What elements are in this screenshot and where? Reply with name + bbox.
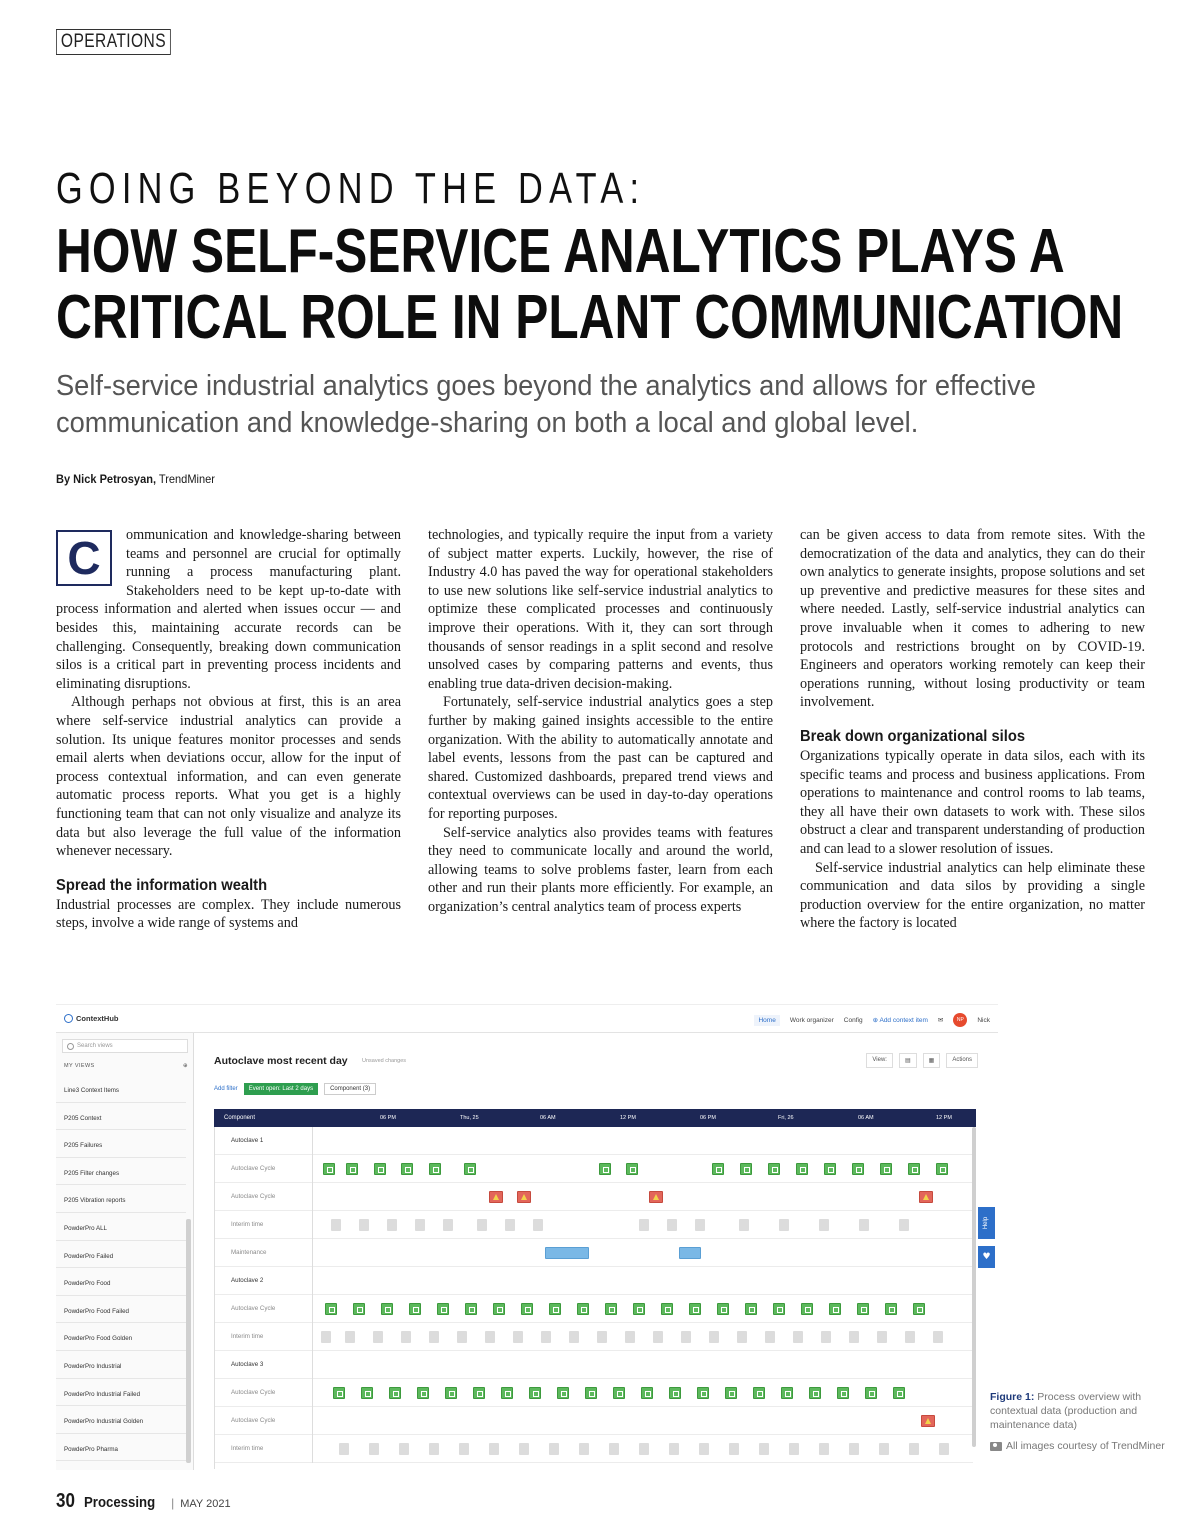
event-marker[interactable] [859,1219,869,1231]
article-column-3 [800,526,1145,933]
event-marker[interactable] [697,1387,709,1399]
event-marker[interactable] [459,1443,469,1455]
views-sidebar [56,1033,194,1470]
event-marker[interactable] [493,1303,505,1315]
headline-line-1: HOW SELF-SERVICE ANALYTICS PLAYS A [56,217,1065,286]
row-label[interactable]: Interim time [215,1211,313,1239]
add-filter-button[interactable]: Add filter [214,1086,238,1092]
event-marker[interactable] [389,1387,401,1399]
footer-separator: | [171,1496,175,1510]
dropcap: C [56,530,112,586]
nav-work-organizer[interactable]: Work organizer [789,1016,834,1024]
event-marker[interactable] [909,1443,919,1455]
event-marker[interactable] [745,1303,757,1315]
event-marker[interactable] [519,1443,529,1455]
credit-text: All images courtesy of TrendMiner [1006,1440,1165,1452]
row-label[interactable]: Autoclave 2 [215,1267,313,1295]
row-label[interactable]: Autoclave Cycle [215,1295,313,1323]
event-marker[interactable] [569,1331,579,1343]
byline-author: By Nick Petrosyan, [56,472,157,486]
article-column-2 [428,526,773,916]
event-marker[interactable] [625,1331,635,1343]
event-marker[interactable] [605,1303,617,1315]
event-marker[interactable] [641,1387,653,1399]
event-marker[interactable] [921,1415,935,1427]
nav-config[interactable]: Config [843,1016,863,1024]
event-marker[interactable] [865,1387,877,1399]
event-marker[interactable] [409,1303,421,1315]
page-footer [56,1490,231,1513]
timeline-row [215,1435,973,1463]
event-marker[interactable] [387,1219,397,1231]
help-label: Help [983,1216,990,1230]
event-marker[interactable] [879,1443,889,1455]
row-label[interactable]: Autoclave Cycle [215,1183,313,1211]
sidebar-scrollbar[interactable] [186,1219,191,1463]
event-marker[interactable] [649,1191,663,1203]
time-tick: Thu, 25 [460,1115,479,1121]
event-marker[interactable] [681,1331,691,1343]
event-marker[interactable] [473,1387,485,1399]
add-context-item-button[interactable]: ⊕ Add context item [872,1017,928,1024]
timeline-row [215,1351,973,1379]
view-controls [866,1053,978,1068]
event-marker[interactable] [401,1163,413,1175]
event-marker[interactable] [633,1303,645,1315]
sidebar-item[interactable]: PowderPro Industrial [56,1351,186,1379]
timeline-grid [214,1109,976,1469]
event-marker[interactable] [669,1387,681,1399]
event-marker[interactable] [489,1443,499,1455]
event-marker[interactable] [667,1219,677,1231]
maintenance-event-marker[interactable] [545,1247,589,1259]
event-marker[interactable] [857,1303,869,1315]
section-tag: OPERATIONS [56,29,171,55]
event-marker[interactable] [781,1387,793,1399]
event-marker[interactable] [669,1443,679,1455]
event-marker[interactable] [933,1331,943,1343]
event-marker[interactable] [599,1163,611,1175]
event-marker[interactable] [837,1387,849,1399]
paragraph: Although perhaps not obvious at first, this is an area where self-service industrial analytics can provide a solution. Its unique features monitor processes and sends email alerts when deviations occur, allow for the input of process contextual information, and can even generate automatic process reports. What you get is a highly functioning team that can not only visualize and analyze its data but also leverage the full value of the information whenever necessary. [56,694,401,860]
paragraph: Self-service industrial analytics can help eliminate these communication and data silos by providing a single production overview for the entire organization, no matter where the factory is located [800,859,1145,932]
event-marker[interactable] [345,1331,355,1343]
event-marker[interactable] [626,1163,638,1175]
add-context-item-label: Add context item [879,1017,928,1024]
event-marker[interactable] [759,1443,769,1455]
row-label[interactable]: Autoclave Cycle [215,1379,313,1407]
event-marker[interactable] [505,1219,515,1231]
paragraph: Self-service analytics also provides teams with features they need to communicate locally and around the world, allowing teams to solve problems faster, learn from each other and run their plants more efficiently. For example, an organization’s central analytics team of process experts [428,824,773,915]
event-marker[interactable] [725,1387,737,1399]
event-marker[interactable] [877,1331,887,1343]
event-marker[interactable] [939,1443,949,1455]
event-marker[interactable] [325,1303,337,1315]
paragraph: Organizations typically operate in data silos, each with its specific teams and process and business applications. From operations to maintenance and control rooms to lab teams, they all have their own datasets to work with. These silos obstruct a clear and transparent understanding of production and can lead to a slower resolution of issues. [800,747,1145,857]
event-marker[interactable] [613,1387,625,1399]
event-marker[interactable] [517,1191,531,1203]
row-label[interactable]: Autoclave Cycle [215,1407,313,1435]
paragraph: technologies, and typically require the input from a variety of subject matter experts. Luckily, however, the rise of Industry 4.0 has paved the way for operational stakeholders to use new solutions like self-service industrial analytics to optimize these complicated processes and continuously improve their operations. With it, they can sort through thousands of sensor readings in a split second and resolve unsolved cases by comparing patterns and events, thus enabling true data-driven decision-making. [428,527,773,692]
event-marker[interactable] [557,1387,569,1399]
time-tick: 06 PM [700,1115,716,1121]
event-marker[interactable] [913,1303,925,1315]
event-marker[interactable] [374,1163,386,1175]
subhead: Break down organizational silos [800,727,1026,745]
timeline-header [214,1109,976,1127]
byline [56,472,215,486]
page-number: 30 [56,1490,75,1512]
timeline-row [215,1295,973,1323]
caption-label: Figure 1: [990,1391,1035,1403]
event-marker[interactable] [936,1163,948,1175]
headline-kicker: GOING BEYOND THE DATA: [56,164,646,213]
event-marker[interactable] [429,1331,439,1343]
sidebar-item[interactable]: Line3 Context Items [56,1075,186,1103]
event-marker[interactable] [485,1331,495,1343]
event-marker[interactable] [381,1303,393,1315]
camera-icon [990,1442,1002,1451]
paragraph: ommunication and knowledge-sharing between teams and personnel are crucial for optimally running a process manufacturing plant. Stakeholders need to be kept up-to-date with process information and alerted when issues occur — and besides this, maintaining accurate records can be challenging. Consequently, breaking down communication silos is a critical part in preventing process incidents and eliminating disruptions. [56,527,401,692]
app-topbar [56,1005,998,1033]
event-marker[interactable] [768,1163,780,1175]
event-marker[interactable] [323,1163,335,1175]
event-marker[interactable] [609,1443,619,1455]
my-views-label: MY VIEWS [64,1063,95,1069]
image-credit [990,1440,1165,1452]
event-marker[interactable] [699,1443,709,1455]
app-name: ContextHub [76,1014,119,1023]
event-marker[interactable] [437,1303,449,1315]
event-marker[interactable] [739,1219,749,1231]
event-marker[interactable] [849,1443,859,1455]
sidebar-item[interactable]: PowderPro Food [56,1268,186,1296]
byline-company: TrendMiner [158,472,215,486]
view-mode-label: View: [866,1053,893,1068]
event-marker[interactable] [824,1163,836,1175]
event-marker[interactable] [729,1443,739,1455]
event-marker[interactable] [353,1303,365,1315]
event-marker[interactable] [653,1331,663,1343]
maintenance-event-marker[interactable] [679,1247,701,1259]
timeline-body [214,1127,972,1469]
time-tick: Fri, 26 [778,1115,794,1121]
event-marker[interactable] [429,1443,439,1455]
app-logo [64,1014,119,1023]
figure-screenshot [56,1004,998,1470]
paragraph: can be given access to data from remote sites. With the democratization of the data and analytics, they can do their own analytics to generate insights, propose solutions and set up preventive and predictive measures for these sites and where needed. Lastly, self-service industrial analytics can prove invaluable when it comes to adhering to new protocols and restrictions brought on by COVID-19. Engineers and operators working remotely can keep their operations running, without losing productivity or team involvement. [800,527,1145,711]
row-label[interactable]: Autoclave Cycle [215,1155,313,1183]
mail-icon[interactable]: ✉ [937,1017,944,1024]
event-marker[interactable] [457,1331,467,1343]
figure-caption [990,1390,1150,1432]
event-marker[interactable] [737,1331,747,1343]
component-filter-chip[interactable]: Component (3) [324,1083,376,1095]
issue-date: MAY 2021 [180,1498,231,1510]
timeline-scrollbar[interactable] [972,1127,976,1447]
add-view-icon[interactable]: ⊕ [182,1063,188,1069]
subhead: Spread the information wealth [56,876,268,894]
sidebar-item[interactable]: P205 Context [56,1103,186,1131]
top-nav [754,1013,990,1027]
timeline-row [215,1211,973,1239]
time-tick: 12 PM [936,1115,952,1121]
event-marker[interactable] [513,1331,523,1343]
event-marker[interactable] [465,1303,477,1315]
row-label[interactable]: Interim time [215,1323,313,1351]
event-marker[interactable] [880,1163,892,1175]
row-label[interactable]: Maintenance [215,1239,313,1267]
publication-name: Processing [84,1494,156,1511]
event-marker[interactable] [541,1331,551,1343]
help-tab[interactable] [978,1207,995,1239]
event-marker[interactable] [829,1303,841,1315]
paragraph: Fortunately, self-service industrial analytics goes a step further by making gained insights accessible to the entire organization. With the ability to automatically annotate and label events, lessons from the past can be captured and shared. Customized dashboards, prepared trend views and contextual overviews can be used in day-to-day operations for reporting purposes. [428,694,773,822]
event-marker[interactable] [852,1163,864,1175]
heart-icon[interactable]: ♥ [978,1246,995,1268]
caption-text: Process overview with contextual data (production and maintenance data) [990,1391,1142,1431]
event-marker[interactable] [819,1443,829,1455]
view-main [202,1033,998,1470]
dek: Self-service industrial analytics goes beyond the analytics and allows for effective communication and knowledge-sharing on both a local and global level. [56,370,1036,439]
table-view-icon[interactable]: ▤ [899,1053,917,1068]
headline-line-2: CRITICAL ROLE IN PLANT COMMUNICATION [56,283,1124,352]
event-marker[interactable] [905,1331,915,1343]
event-marker[interactable] [793,1331,803,1343]
event-marker[interactable] [908,1163,920,1175]
event-marker[interactable] [429,1163,441,1175]
event-marker[interactable] [717,1303,729,1315]
paragraph: Industrial processes are complex. They include numerous steps, involve a wide range of systems and [56,896,401,932]
row-label[interactable]: Autoclave 3 [215,1351,313,1379]
event-marker[interactable] [415,1219,425,1231]
event-marker[interactable] [712,1163,724,1175]
event-marker[interactable] [597,1331,607,1343]
event-marker[interactable] [709,1331,719,1343]
timeline-row [215,1127,973,1155]
event-marker[interactable] [885,1303,897,1315]
timeline-row [215,1323,973,1351]
sidebar-item[interactable]: P205 Failures [56,1130,186,1158]
component-column-header: Component [224,1115,256,1121]
timeline-row [215,1183,973,1211]
sidebar-item[interactable]: PowderPro Industrial Failed [56,1379,186,1407]
event-marker[interactable] [361,1387,373,1399]
event-marker[interactable] [529,1387,541,1399]
event-marker[interactable] [639,1219,649,1231]
event-marker[interactable] [801,1303,813,1315]
event-marker[interactable] [849,1331,859,1343]
event-marker[interactable] [789,1443,799,1455]
article-column-1 [56,526,401,933]
event-marker[interactable] [346,1163,358,1175]
event-marker[interactable] [533,1219,543,1231]
search-views-input[interactable]: Search views [62,1039,188,1053]
event-marker[interactable] [809,1387,821,1399]
event-marker[interactable] [417,1387,429,1399]
event-marker[interactable] [821,1331,831,1343]
sidebar-item[interactable]: PowderPro Pharma [56,1434,186,1462]
sidebar-item[interactable]: PowderPro Failed [56,1241,186,1269]
time-tick: 12 PM [620,1115,636,1121]
nav-home[interactable]: Home [754,1015,779,1026]
avatar[interactable]: NP [953,1013,967,1027]
event-marker[interactable] [501,1387,513,1399]
event-marker[interactable] [331,1219,341,1231]
event-marker[interactable] [339,1443,349,1455]
filter-bar [214,1083,376,1095]
event-marker[interactable] [373,1331,383,1343]
event-marker[interactable] [779,1219,789,1231]
event-marker[interactable] [661,1303,673,1315]
event-filter-chip[interactable]: Event open: Last 2 days [244,1083,318,1095]
user-name[interactable]: Nick [977,1016,990,1024]
event-marker[interactable] [321,1331,331,1343]
event-marker[interactable] [359,1219,369,1231]
event-marker[interactable] [577,1303,589,1315]
event-marker[interactable] [753,1387,765,1399]
event-marker[interactable] [695,1219,705,1231]
event-marker[interactable] [899,1219,909,1231]
event-marker[interactable] [489,1191,503,1203]
event-marker[interactable] [639,1443,649,1455]
sidebar-item[interactable]: P205 Vibration reports [56,1185,186,1213]
event-marker[interactable] [521,1303,533,1315]
contexthub-logo-icon [64,1014,73,1023]
event-marker[interactable] [796,1163,808,1175]
timeline-row [215,1407,973,1435]
event-marker[interactable] [477,1219,487,1231]
my-views-header[interactable] [64,1063,188,1069]
event-marker[interactable] [401,1331,411,1343]
view-title: Autoclave most recent day [214,1055,348,1067]
sidebar-item[interactable]: PowderPro Food Golden [56,1323,186,1351]
unsaved-changes-label: Unsaved changes [362,1058,407,1064]
event-marker[interactable] [740,1163,752,1175]
timeline-row [215,1155,973,1183]
event-marker[interactable] [919,1191,933,1203]
time-tick: 06 PM [380,1115,396,1121]
actions-button[interactable]: Actions [946,1053,978,1068]
event-marker[interactable] [549,1443,559,1455]
event-marker[interactable] [369,1443,379,1455]
event-marker[interactable] [585,1387,597,1399]
timeline-view-icon[interactable]: ▦ [923,1053,941,1068]
event-marker[interactable] [399,1443,409,1455]
sidebar-item[interactable]: P205 Filter changes [56,1158,186,1186]
headline [56,219,1123,351]
sidebar-item[interactable]: PowderPro ALL [56,1213,186,1241]
sidebar-item[interactable]: PowderPro Food Failed [56,1296,186,1324]
event-marker[interactable] [549,1303,561,1315]
time-tick: 06 AM [858,1115,874,1121]
views-list [56,1075,186,1461]
event-marker[interactable] [765,1331,775,1343]
event-marker[interactable] [443,1219,453,1231]
event-marker[interactable] [893,1387,905,1399]
row-label[interactable]: Autoclave 1 [215,1127,313,1155]
sidebar-item[interactable]: PowderPro Industrial Golden [56,1406,186,1434]
event-marker[interactable] [579,1443,589,1455]
event-marker[interactable] [819,1219,829,1231]
event-marker[interactable] [689,1303,701,1315]
timeline-row [215,1267,973,1295]
timeline-row [215,1239,973,1267]
event-marker[interactable] [333,1387,345,1399]
event-marker[interactable] [445,1387,457,1399]
timeline-row [215,1379,973,1407]
row-label[interactable]: Interim time [215,1435,313,1463]
event-marker[interactable] [464,1163,476,1175]
event-marker[interactable] [773,1303,785,1315]
time-tick: 06 AM [540,1115,556,1121]
